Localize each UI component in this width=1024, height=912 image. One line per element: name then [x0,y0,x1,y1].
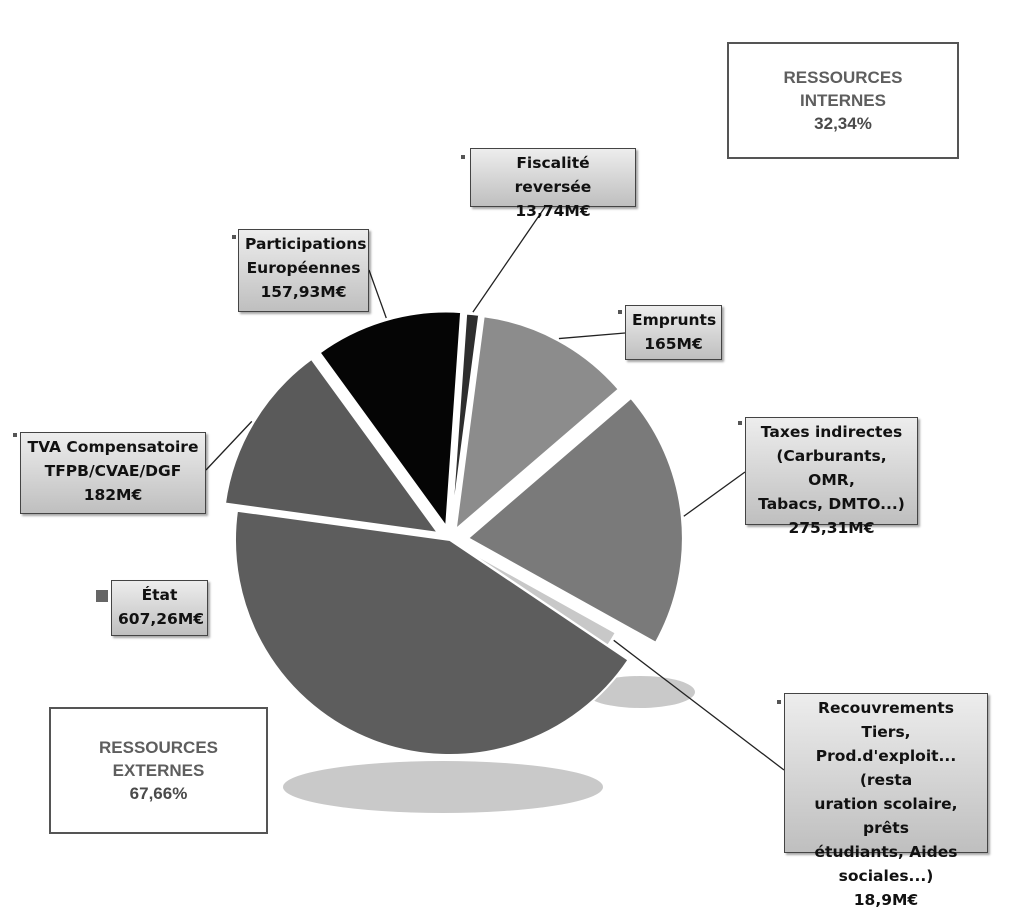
callout-taxes-value: 275,31M€ [788,519,875,537]
callout-tva-value: 182M€ [83,486,143,504]
callout-participations-value: 157,93M€ [260,283,347,301]
summary-external-pct: 67,66% [129,784,188,803]
callout-emprunts-label: Emprunts [632,311,717,329]
callout-tva [20,432,206,514]
callout-emprunts-value: 165M€ [644,335,703,353]
callout-recouvrements [784,693,988,909]
callout-etat-value: 607,26M€ [118,610,205,628]
callout-recouvrements-value: 18,9M€ [853,891,919,909]
callout-emprunts [625,305,722,360]
callout-fiscalite-label: Fiscalité reversée [514,154,592,196]
callout-etat [111,580,208,636]
callout-marker-taxes [738,421,742,425]
leader-line-taxes [684,472,745,516]
leader-line-emprunts [559,333,625,339]
callout-taxes [745,417,918,537]
summary-external [49,707,268,834]
summary-internal-pct: 32,34% [814,114,872,133]
callout-participations [238,229,369,312]
callout-fiscalite [470,148,636,220]
callout-marker-etat [96,590,108,602]
callout-marker-fiscalite [461,155,465,159]
callout-marker-participations [232,235,236,239]
summary-external-label: RESSOURCES EXTERNES [98,738,219,780]
callout-marker-recouvrements [777,700,781,704]
callout-marker-tva [13,433,17,437]
callout-fiscalite-value: 13,74M€ [515,202,591,220]
summary-internal [727,42,959,159]
leader-line-participations [369,270,386,318]
pie-shadow-0 [283,761,603,813]
callout-participations-label: Participations Européennes [245,235,367,277]
callout-marker-emprunts [618,310,622,314]
callout-recouvrements-label: Recouvrements Tiers, Prod.d'exploit...(resta uration scolaire, prêts étudiants, Aides sociales...) [814,699,958,885]
callout-etat-label: État [141,586,178,604]
summary-internal-label: RESSOURCES INTERNES [783,68,903,110]
callout-taxes-label: Taxes indirectes (Carburants, OMR, Tabacs, DMTO...) [758,423,905,513]
callout-tva-label: TVA Compensatoire TFPB/CVAE/DGF [27,438,199,480]
